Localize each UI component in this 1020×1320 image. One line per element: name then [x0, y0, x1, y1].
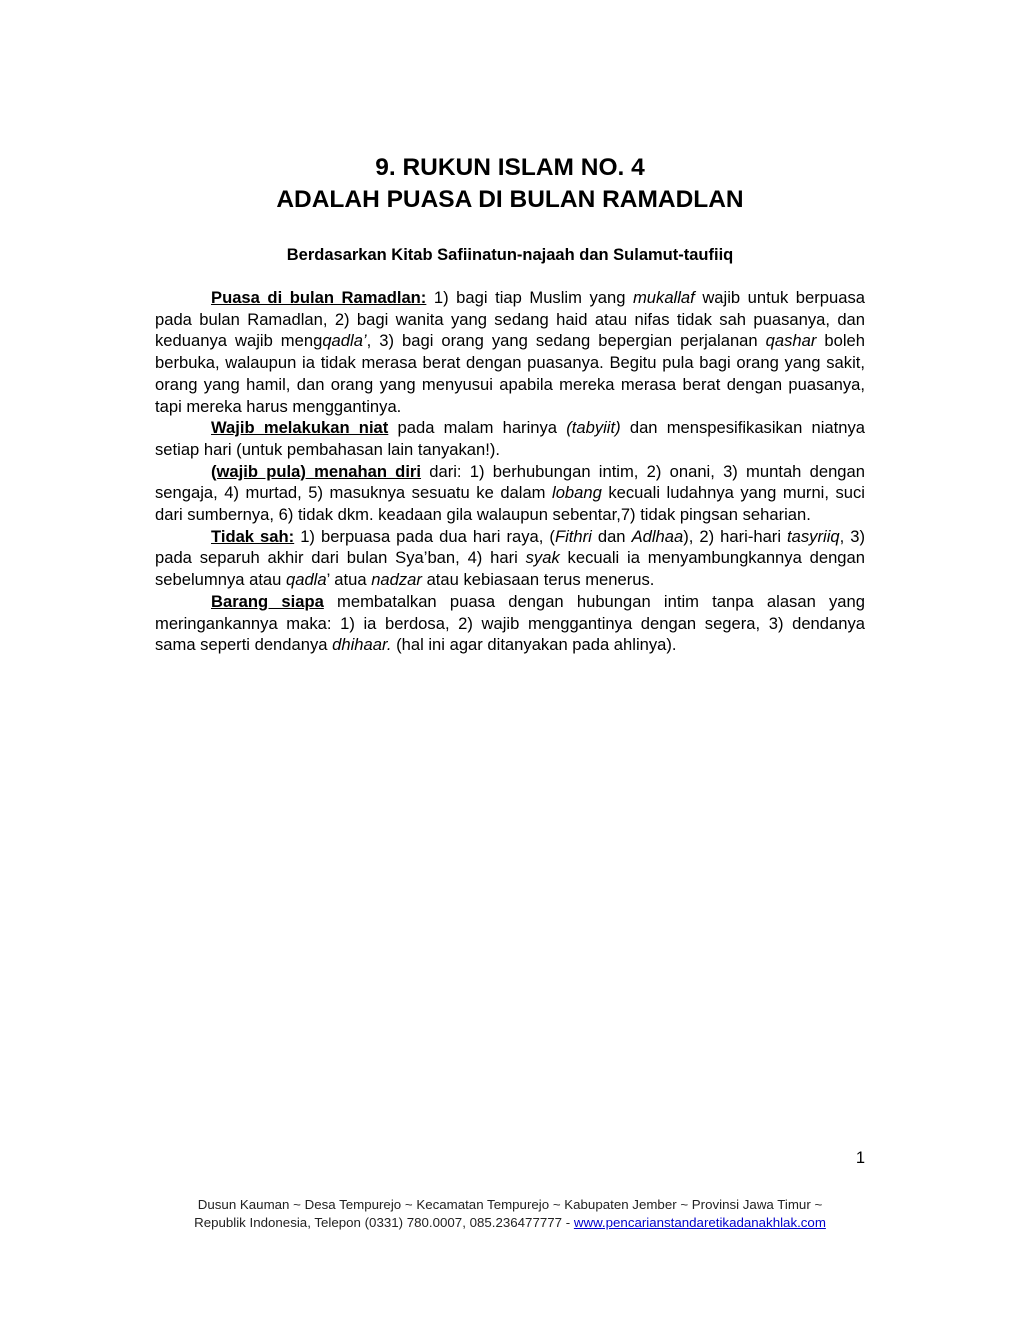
paragraph	[155, 417, 865, 460]
paragraph-text: kecuali ludahnya yang murni, suci dari sumbernya, 6) tidak dkm. keadaan gila walaupun sebentar,7) tidak pingsan seharian.	[155, 483, 865, 525]
paragraph-text: dari: 1) berhubungan intim, 2) onani, 3) muntah dengan sengaja, 4) murtad, 5) masuknya sesuatu ke dalam	[155, 461, 865, 503]
paragraph-lead: Barang siapa	[211, 591, 324, 611]
paragraph-text: pada malam harinya	[388, 418, 567, 438]
italic-term: syak	[525, 548, 560, 568]
paragraph-lead: (wajib pula) menahan diri	[211, 461, 422, 481]
paragraph-text: 1) berpuasa pada dua hari raya, (	[294, 526, 555, 546]
footer-contact	[140, 1214, 880, 1232]
title-line-1: 9. RUKUN ISLAM NO. 4	[375, 154, 645, 181]
paragraph-text: atau kebiasaan terus menerus.	[421, 570, 655, 590]
paragraph-text: (hal ini agar ditanyakan pada ahlinya).	[391, 635, 677, 655]
paragraph-text: wajib untuk berpuasa pada bulan Ramadlan, 2) bagi wanita yang sedang haid atau nifas tidak sah puasanya, dan keduanya wajib meng	[155, 288, 865, 351]
footer-website-link[interactable]: www.pencarianstandaretikadanakhlak.com	[573, 1215, 826, 1230]
subtitle: Berdasarkan Kitab Safiinatun-najaah dan Sulamut-taufiiq	[286, 246, 734, 264]
italic-term: (tabyiit)	[566, 418, 621, 438]
page-number: 1	[855, 1149, 865, 1167]
paragraph	[155, 287, 865, 417]
footer-contact-text: Republik Indonesia, Telepon (0331) 780.0007, 085.236477777 -	[194, 1215, 574, 1230]
paragraph-text: , 3) bagi orang yang sedang bepergian perjalanan	[366, 331, 766, 351]
italic-term: dhihaar.	[332, 635, 392, 655]
page-title	[155, 152, 865, 216]
paragraph-text: 1) bagi tiap Muslim yang	[426, 288, 633, 307]
paragraph-text: boleh berbuka, walaupun ia tidak merasa berat dengan puasanya. Begitu pula bagi orang yang sakit, orang yang hamil, dan orang yang menyusui apabila mereka merasa berat dengan puasanya, tapi mereka harus menggantinya.	[155, 331, 866, 416]
paragraph-text: , 3) pada separuh akhir dari bulan Sya’ban, 4) hari	[155, 526, 865, 568]
italic-term: qashar	[765, 331, 817, 351]
paragraph-text: membatalkan puasa dengan hubungan intim tanpa alasan yang meringankannya maka: 1) ia berdosa, 2) wajib menggantinya dengan segera, 3) dendanya sama seperti dendanya	[155, 591, 865, 655]
paragraph-text: ’ atua	[326, 570, 372, 590]
italic-term: tasyriiq	[787, 526, 840, 546]
italic-term: qadla’	[322, 331, 367, 351]
italic-term: lobang	[552, 483, 602, 503]
footer	[140, 1196, 880, 1232]
paragraph	[155, 461, 865, 526]
paragraph	[155, 526, 865, 591]
body-text	[155, 287, 865, 656]
italic-term: mukallaf	[632, 288, 695, 307]
paragraph-lead: Tidak sah:	[211, 526, 295, 546]
italic-term: Adlhaa	[631, 526, 684, 546]
paragraph-text: dan menspesifikasikan niatnya setiap hari (untuk pembahasan lain tanyakan!).	[155, 418, 865, 459]
paragraph	[155, 591, 865, 656]
footer-address: Dusun Kauman ~ Desa Tempurejo ~ Kecamatan Tempurejo ~ Kabupaten Jember ~ Provinsi Jawa Timur ~	[197, 1197, 823, 1212]
paragraph-lead: Wajib melakukan niat	[211, 418, 389, 438]
title-line-2: ADALAH PUASA DI BULAN RAMADLAN	[276, 186, 744, 213]
italic-term: nadzar	[371, 570, 422, 590]
paragraph-lead: Puasa di bulan Ramadlan:	[211, 288, 427, 307]
paragraph-text: kecuali ia menyambungkannya dengan sebelumnya atau	[155, 548, 865, 590]
italic-term: Fithri	[554, 526, 592, 546]
paragraph-text: dan	[591, 526, 632, 546]
italic-term: qadla	[286, 570, 327, 590]
paragraph-text: ), 2) hari-hari	[683, 526, 788, 546]
